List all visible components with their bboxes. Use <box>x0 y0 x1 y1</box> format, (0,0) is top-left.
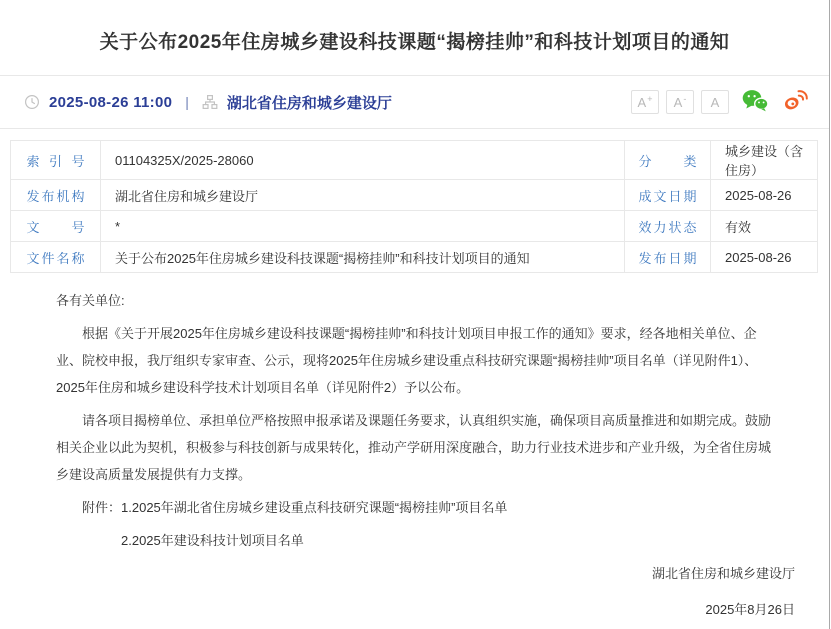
issuing-agency-value: 湖北省住房和城乡建设厅 <box>101 180 625 211</box>
publish-datetime: 2025-08-26 11:00 <box>49 93 173 111</box>
table-row <box>11 211 818 242</box>
weibo-share-button[interactable] <box>782 89 809 115</box>
salutation: 各有关单位: <box>56 293 125 308</box>
category-label: 分类 <box>625 141 711 180</box>
category-value: 城乡建设（含住房） <box>711 141 818 180</box>
meta-left <box>24 92 392 113</box>
source-link[interactable]: 湖北省住房和城乡建设厅 <box>226 94 392 112</box>
issuing-agency-label: 发布机构 <box>11 180 101 211</box>
attachment-line-1 <box>56 494 773 521</box>
page-title: 关于公布2025年住房城乡建设科技课题“揭榜挂帅”和科技计划项目的通知 <box>99 32 730 53</box>
attachment-item-2: 2.2025年建设科技计划项目名单 <box>121 533 304 548</box>
font-decrease-sup: - <box>683 93 687 104</box>
attachment-line-2 <box>121 527 773 554</box>
title-bar <box>0 0 829 75</box>
wechat-icon <box>742 89 769 115</box>
written-date-label: 成文日期 <box>625 180 711 211</box>
font-increase-label: A <box>637 94 647 110</box>
wechat-share-button[interactable] <box>742 89 769 115</box>
document-body <box>0 273 829 623</box>
written-date-value: 2025-08-26 <box>711 180 818 211</box>
signature-date: 2025年8月26日 <box>705 602 795 617</box>
meta-separator: | <box>185 94 189 110</box>
font-decrease-label: A <box>673 94 683 110</box>
font-increase-button[interactable] <box>631 90 659 114</box>
index-number-label: 索引号 <box>11 141 101 180</box>
font-default-label: A <box>710 94 720 110</box>
file-name-label: 文件名称 <box>11 242 101 273</box>
attachment-item-1: 1.2025年湖北省住房城乡建设重点科技研究课题“揭榜挂帅”项目名单 <box>121 500 508 515</box>
font-default-button[interactable] <box>701 90 729 114</box>
info-table <box>10 140 818 273</box>
file-name-value: 关于公布2025年住房城乡建设科技课题“揭榜挂帅”和科技计划项目的通知 <box>101 242 625 273</box>
doc-number-value: * <box>101 211 625 242</box>
validity-status-value: 有效 <box>711 211 818 242</box>
table-row <box>11 242 818 273</box>
weibo-icon <box>782 89 809 115</box>
signature-org: 湖北省住房和城乡建设厅 <box>651 566 795 581</box>
clock-icon <box>24 94 40 110</box>
attachments-label: 附件： <box>82 500 122 515</box>
table-row <box>11 141 818 180</box>
divider <box>0 128 829 129</box>
index-number-value: 01104325X/2025-28060 <box>101 141 625 180</box>
paragraph-2: 请各项目揭榜单位、承担单位严格按照申报承诺及课题任务要求，认真组织实施，确保项目高质量推进和如期完成。鼓励相关企业以此为契机，积极参与科技创新与成果转化，推动产学研用深度融合，助力行业技术进步和产业升级，为全省住房城乡建设高质量发展提供有力支撑。 <box>56 413 772 482</box>
meta-bar <box>0 76 829 128</box>
signature-block <box>56 560 795 623</box>
publish-date-value: 2025-08-26 <box>711 242 818 273</box>
paragraph-1: 根据《关于开展2025年住房城乡建设科技课题“揭榜挂帅”和科技计划项目申报工作的通知》要求，经各地相关单位、企业、院校申报，我厅组织专家审查、公示，现将2025年住房城乡建设重点科技研究课题“揭榜挂帅”项目名单（详见附件1）、2025年住房和城乡建设科学技术计划项目名单（详见附件2）予以公布。 <box>56 326 758 395</box>
font-increase-sup: + <box>647 93 653 104</box>
doc-number-label: 文号 <box>11 211 101 242</box>
validity-status-label: 效力状态 <box>625 211 711 242</box>
publish-date-label: 发布日期 <box>625 242 711 273</box>
sitemap-icon <box>202 94 218 110</box>
table-row <box>11 180 818 211</box>
meta-right <box>631 89 809 115</box>
font-decrease-button[interactable] <box>666 90 694 114</box>
